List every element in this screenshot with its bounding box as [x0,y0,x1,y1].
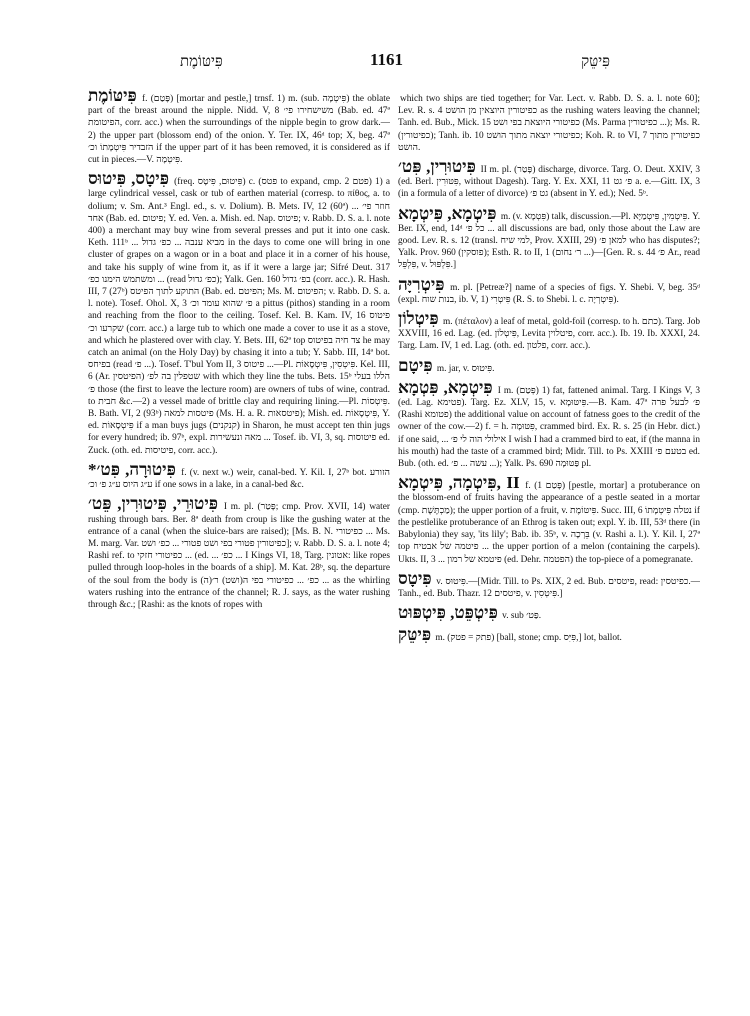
headword: פִּיטוּרֵי, פִּיטוּרִין, פֵּט׳ [88,494,219,514]
entry-text: m. pl. [Petreæ?] name of a species of figs. Y. Shebi. V, beg. 35ᵈ (expl. בנות שוח, ib. V, 1) פִּיטְרִי (R. S. to Shebi. l. c. פִּיטְרְיָה). [398,282,700,305]
running-head-right: פִּיטֵּק [581,54,610,70]
page-number: 1161 [370,50,404,69]
entry [398,311,700,353]
entry [398,627,700,644]
headword: פִּיטְלוֹן [398,309,439,329]
entry-text: which two ships are tied together; for Var. Lect. v. Rabb. D. S. a. l. note 60]; Lev. R. s. 4 כפיטורין היוצאין מן הושט as the rushing waters leaving the channel; Tanh. ed. Bub., Mick. 15 כפיטורי היוצאת בפי ושט (Ms. Parma כפיטורין ...); Ms. R. (כפיטורין); Tanh. ib. 10 כפיטורי יוצאה מתוך הושט; Koh. R. to VI, 7 כפיטורין מתוך הושט. [398,94,700,153]
headword: פִּיטָם [398,355,433,375]
headword: פִּיטְמָא, פִּיטְמָא [398,203,497,223]
entry-text: I m. (פְּטַם) 1) fat, fattened animal. Targ. I Kings V, 3 (ed. Lag. פטימא). Targ. Ez. XLV, 15, v. פִּיטּוּמָא.—B. Kam. 47ª פ׳ לבעל פרה (Rashi פטומא) the additional value on account of fatness goes to the credit of the owner of the cow.—2) f. = h. פִּטּוּמָה, crammed bird. Ex. R. s. 25 (in Hebr. dict.) if one said, ... אילולי הוה לי פ׳ I wish I had a crammed bird to eat, if (the manna in his mouth) had the taste of a crammed bird; Midr. Till. to Ps. XXIII בטעם פ׳ ed. Bub. (oth. ed. עשה ... פ׳ ...); Yalk. Ps. 690 פַּטּוּמָה pl. [398,385,700,470]
entry [88,496,390,611]
entry-text: v. sub פַּט׳. [502,611,542,622]
entry [88,88,390,166]
entry [398,274,700,306]
entry-text: I m. pl. (פָּטַר; cmp. Prov. XVII, 14) water rushing through bars. Ber. 8ª death from croup is like the gushing water at the entrance of a canal (when the sluice-bars are raised); [Ms. B. N. כפיטורי ... Ms. M. marg. Var. כפיטורין פטורי בפי ושט פטורי ... כפ׳ ושט]; v. Rabb. D. S. a. l. note 4; Rashi ref. to כפיטורי חזקי ... (ed. ... כפ׳ ... I Kings VI, 18, Targ. אטונין: like ropes pulled through loop-holes in the boards of a ship]. M. Kat. 28ᵇ, sq. the departure of the soul from the body is (ה)כפ׳ ... כפיטורי בפי ה(ושט) ר׳ ... as the whirling waters rushing into the entrance of the channel; R. J. says, as the water rushing through &c.; [Rashi: as the knots of ropes with [88,502,390,610]
headword: פִּיטֵּק [398,625,432,645]
headword: פִּיטּוֹמֶת [88,88,137,105]
entry [398,377,700,470]
entry [88,171,390,457]
headword: פִּיטְפֵּט, פִּיטְפּוּט [398,603,498,623]
right-column [398,88,700,993]
entry [88,459,390,491]
headword: פִּיטוּרִין, פִּט׳ [398,157,476,177]
entry [398,568,700,600]
headword: פִּיטְמָא, פִּטְמָא [398,377,493,397]
headword: פִּיטָס [398,568,432,588]
entry-text: m. jar, v. פִּיטוּס. [436,363,495,374]
page-header [90,50,720,76]
headword: פִּיטְרִיָּה [398,274,445,294]
entry [398,203,700,272]
entry-text: f. (פָּטַם) [mortar and pestle,] trnsf. 1) m. (sub. פִּיטְמָה) the oblate part of the breast around the nipple. Nidd. V, 8 משישחירו פי׳ (Bab. ed. 47ª הפיטומת, corr. acc.) when the surroundings of the nipple begin to grow dark.— 2) the upper part (blossom end) of the onion. Y. Ter. IX, 46ᵈ top; X, beg. 47ª הזבדיר פִּיטְמָתוֹ וכ׳ if the upper part of it has been removed, it is considered as if cut in pieces.—V. פִּיטְמָה. [88,94,390,166]
entry [398,605,700,622]
entry [398,355,700,375]
entry-text: II m. pl. (פָּטַר) discharge, divorce. Targ. O. Deut. XXIV, 3 (ed. Berl. פִּטּוּרִין, without Dagesh). Targ. Y. Ex. XXI, 11 פ׳ גט a. e.—Gitt. IX, 3 (in a formula of a letter of divorce) גט פ׳ (absent in Y. ed.); Ned. 5ᵇ. [398,165,700,200]
headword: פִּיטָס, פִּיטוּס [88,169,169,189]
entry-text: f. (פָּטַם 1) [pestle, mortar] a protuberance on the blossom-end of fruits having the appearance of a pestle seated in a mortar (cmp. מַכְתֶּשֶׁת); the upper portion of a fruit, v. פִּיטּוֹמֶת. Succ. III, 6 נטלה פִּיטְמָתוֹ if the pestlelike protuberance of an Ethrog is taken out; expl. Y. ib. III, 53ᵈ there (in Babylonia) they say, 'its lily'; Bab. ib. 35ᵇ, v. בֵּרְכָה (v. Rashi a. l.). Y. Kil. I, 27ª top פיטמה של אבטיח ... the upper portion of a melon (containing the carpels). Ukts. II, 3 ... פיטמא של רמון (ed. Dehr. הפטמה) the top-piece of a pomegranate. [398,481,700,565]
entry [398,475,700,565]
entry-text: (freq. פִּיטוּם, פִּיטָס) c. (פטס to expand, cmp. פטם 2) 1) a large cylindrical vessel, cask or tub of earthen material (corresp. to πίθος, a. to dolium; v. Sm. Ant.³ Engl. ed., s. v. Dolium). B. Mets. IV, 12 (60ª) ... חוזר פי׳ אחד (Bab. ed. פיטום; Y. ed. Ven. a. Mish. ed. Nap. פיטוס; v. Rabb. D. S. a. l. note 400) a merchant may buy wine from several presses and put it into one cask. Keth. 111ᵇ ... מביא ענבה ... כפ׳ גדול in the days to come one will bring in one cluster of grapes on a wagon or in a boat and place it in a corner of his house, and take his supply of wine from it, as if it were a large jar; Sifré Deut. 317 ומשתמש הימנו כפ׳ ... (read כפ׳ גדול); Yalk. Gen. 160 בפ׳ גדול (corr. acc.). R. Hash. III, 7 (27ᵇ) התוקע לתוך הפיטס (Bab. ed. הפיטם; Ms. M. הפיטום; v. Rabb. D. S. a. l. note). Tosef. Ohol. X, 3 פ׳ שהוא עומד וכ׳ a pittus (pithos) standing in a room and reaching from the floor to the ceiling. Tosef. Kel. B. Kam. IV, 16 פיטוס שקרעו וכ׳ (corr. acc.) a large tub to which one made a cover to use it as a stove, and which he plastered over with clay. Y. Bets. III, 62ª top צד חיה בפיטוס he may catch an animal (on the Holy Day) by chasing it into a tub; Y. Sabb. III, 14ª bot. בפיחס (read פ׳ ...). Tosef. T'bul Yom II, 3 פיטוס ...—Pl. פִּיטְסִין, פִּיטְסָאוֹת. Kel. III, 6 (Ar. הפיטסין) שטפלין בה לפ׳ with which they line the tubs. Bets. 15ᵇ הללו בעלי פ׳ those (the first to leave the lecture room) are owners of tubs of wine, contrad. to חבית &c.—2) a vessel made of brittle clay and requiring lining.—Pl. פִּיטְסוֹת. B. Bath. VI, 2 (93ᵇ) פיטסות למאה (Ms. H. a. R. פיטסאות); Mish. ed. פִּיטְסָאוֹת, Y. ed. פִּיטְסָאוֹת if a man buys jugs (קנקנים) in Sharon, he must accept ten thin jugs for every hundred; ib. 97ᵇ, expl. מאה ונעשירות ... Tosef. ib. VI, 3, sq. פיטוסות ed. Zuck. (oth. ed. פיטיסות, corr. acc.). [88,177,390,456]
entry-text: m. (v. פִּטְמָא) talk, discussion.—Pl. פִּיטְמִין, פִּיטְמַיָּא. Y. Ber. IX, end, 14ᵈ כל פ׳ ... all discussions are bad, only those about the Law are good. Lev. R. s. 12 (transl. למי שיח, Prov. XXIII, 29) למאן פ׳ who has disputes?; Yalk. Prov. 960 (פוסקין); Esth. R. to II, 1 (ר׳ נחום ...)—[Gen. R. s. 44 פ׳ Ar., read פִּלְפֵּל, v. פִּלְפּוּל.] [398,211,700,271]
headword: פִּיטְמָה, פִּיטְמָא, II [398,473,520,493]
entry-text: m. (πέταλον) a leaf of metal, gold-foil (corresp. to h. כתם). Targ. Job XXVIII, 16 ed. Lag. (ed. פִּיטְלוֹן, Levita פיטלוין, corr. acc.). Ib. 19. Ib. XXXI, 24. Targ. Lam. IV, 1 ed. Lag. (oth. ed. פלטון, corr. acc.). [398,317,700,352]
entry [398,159,700,201]
entry-continuation [398,88,700,154]
running-head-left: פִּיטּוֹמֶת [180,54,223,70]
left-column [88,88,390,993]
entry-text: m. (פתק = פטק) [ball, stone; cmp. פִּיִּס,] lot, ballot. [435,633,622,644]
headword: *פִּיטוּרָה, פִּט׳ [88,459,176,479]
entry-text: f. (v. next w.) weir, canal-bed. Y. Kil. I, 27ᵇ bot. הזורע ע״ג היוס ע״ג פ׳ וכ׳ if one sows in a lake, in a canal-bed &c. [88,467,390,491]
entry-text: v. פִּיטוּס.—[Midr. Till. to Ps. XIX, 2 ed. Bub. פיטסים, read: כפיטסין.—Tanh., ed. Bub. Thazr. 12 פיטסים, v. פִּיטְסִין.] [398,576,700,599]
